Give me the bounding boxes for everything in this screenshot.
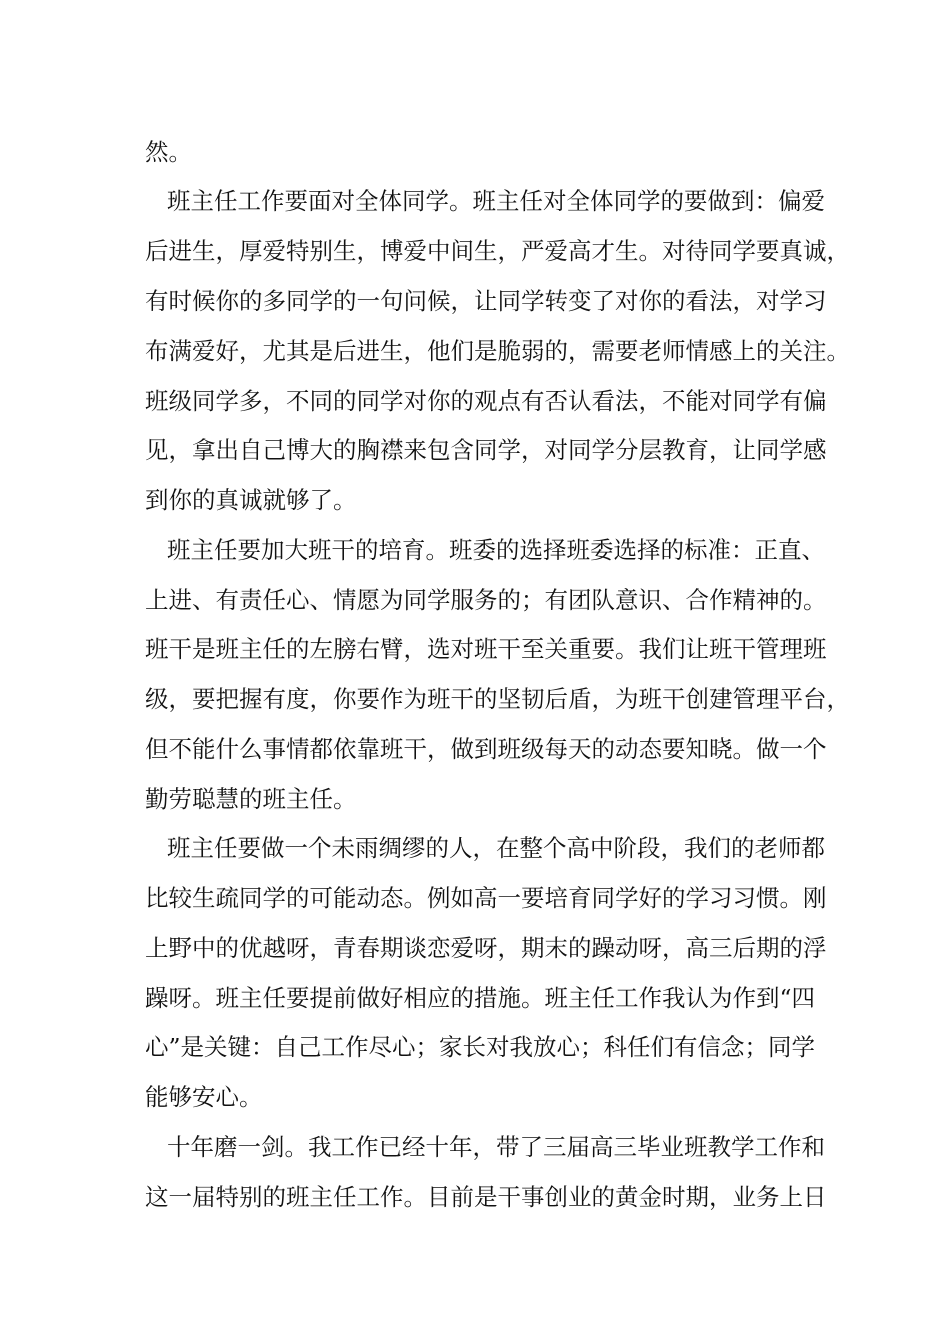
text-line: 见，拿出自己博大的胸襟来包含同学，对同学分层教育，让同学感 xyxy=(145,436,827,464)
text-line: 这一届特别的班主任工作。目前是干事创业的黄金时期，业务上日 xyxy=(145,1183,827,1211)
text-line: 班级同学多，不同的同学对你的观点有否认看法，不能对同学有偏 xyxy=(145,387,827,415)
paragraph-first-line: 班主任要加大班干的培育。班委的选择班委选择的标准：正直、 xyxy=(167,536,825,564)
text-line: 比较生疏同学的可能动态。例如高一要培育同学好的学习习惯。刚 xyxy=(145,884,827,912)
text-line: 上野中的优越呀，青春期谈恋爱呀，期末的躁动呀，高三后期的浮 xyxy=(145,934,827,962)
text-line: 躁呀。班主任要提前做好相应的措施。班主任工作我认为作到“四 xyxy=(145,984,816,1012)
text-line: 能够安心。 xyxy=(145,1083,263,1111)
text-line: 级，要把握有度，你要作为班干的坚韧后盾，为班干创建管理平台， xyxy=(145,685,850,713)
paragraph-first-line: 十年磨一剑。我工作已经十年，带了三届高三毕业班教学工作和 xyxy=(167,1133,825,1161)
text-line: 勤劳聪慧的班主任。 xyxy=(145,785,357,813)
text-line: 上进、有责任心、情愿为同学服务的；有团队意识、合作精神的。 xyxy=(145,586,827,614)
text-line: 但不能什么事情都依靠班干，做到班级每天的动态要知晓。做一个 xyxy=(145,735,827,763)
text-line: 然。 xyxy=(145,138,192,166)
paragraph-first-line: 班主任要做一个未雨绸缪的人，在整个高中阶段，我们的老师都 xyxy=(167,834,825,862)
text-line: 心”是关键：自己工作尽心；家长对我放心；科任们有信念；同学 xyxy=(145,1033,816,1061)
text-line: 班干是班主任的左膀右臂，选对班干至关重要。我们让班干管理班 xyxy=(145,635,827,663)
paragraph-first-line: 班主任工作要面对全体同学。班主任对全体同学的要做到：偏爱 xyxy=(167,187,825,215)
text-line: 布满爱好，尤其是后进生，他们是脆弱的，需要老师情感上的关注。 xyxy=(145,337,850,365)
text-line: 后进生，厚爱特别生，博爱中间生，严爱高才生。对待同学要真诚， xyxy=(145,237,850,265)
text-line: 到你的真诚就够了。 xyxy=(145,486,357,514)
text-line: 有时候你的多同学的一句问候，让同学转变了对你的看法，对学习 xyxy=(145,287,827,315)
